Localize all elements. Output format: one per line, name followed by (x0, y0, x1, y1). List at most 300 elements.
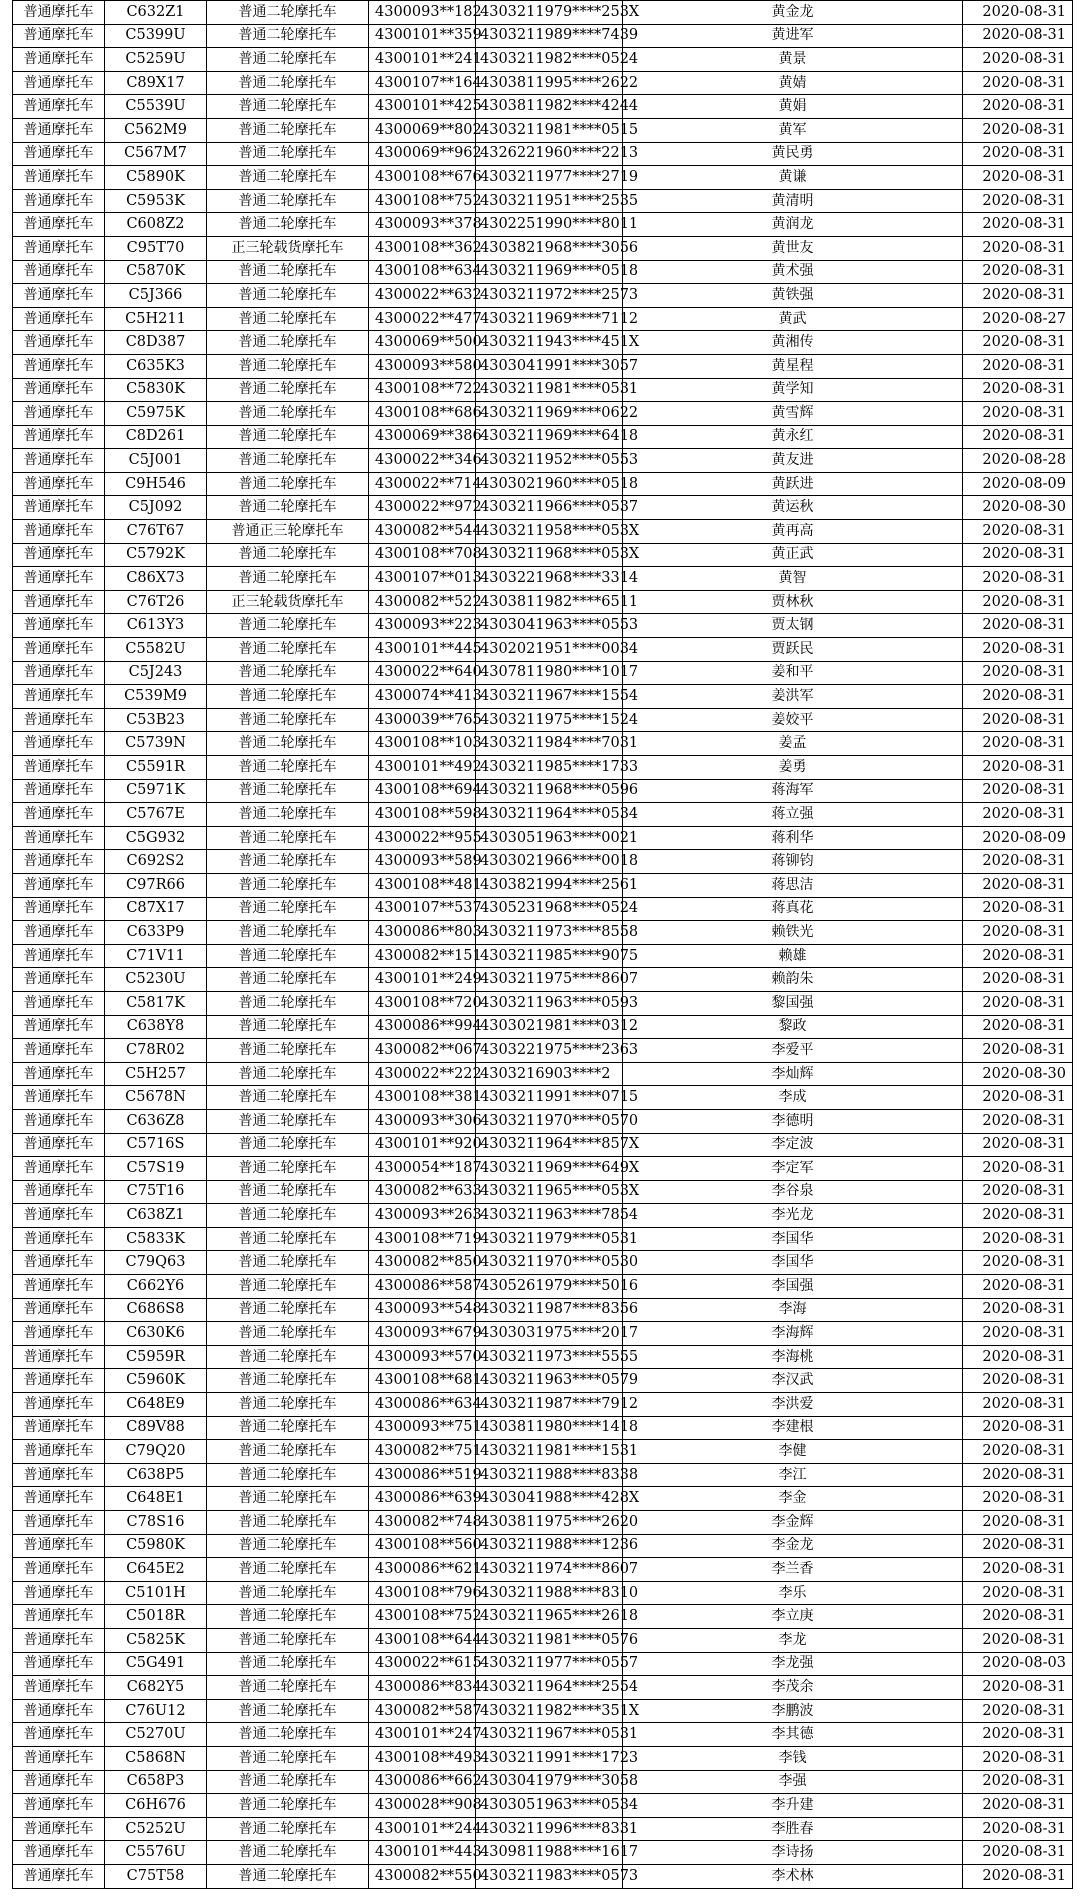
owner-name-cell: 赖韵朱 (623, 968, 963, 992)
owner-name-cell: 黄金龙 (623, 1, 963, 25)
plate-number-cell: C71V11 (105, 944, 207, 968)
date-cell: 2020-08-09 (963, 826, 1073, 850)
vehicle-category-cell: 普通摩托车 (13, 166, 105, 190)
date-cell: 2020-08-31 (963, 1723, 1073, 1747)
vehicle-type-cell: 普通二轮摩托车 (207, 1699, 369, 1723)
owner-name-cell: 黄永红 (623, 425, 963, 449)
vehicle-category-cell: 普通摩托车 (13, 472, 105, 496)
owner-name-cell: 黄友进 (623, 449, 963, 473)
vehicle-type-cell: 普通二轮摩托车 (207, 378, 369, 402)
table-row (13, 614, 1073, 638)
plate-number-cell: C5G491 (105, 1652, 207, 1676)
id-number-cell: 4303811982****6511 (476, 590, 623, 614)
plate-number-cell: C5576U (105, 1841, 207, 1865)
table-row (13, 1511, 1073, 1535)
owner-name-cell: 黄运秋 (623, 496, 963, 520)
license-number-cell: 4300074**413 (369, 685, 476, 709)
table-row (13, 1062, 1073, 1086)
date-cell: 2020-08-31 (963, 1393, 1073, 1417)
plate-number-cell: C8D261 (105, 425, 207, 449)
id-number-cell: 4309811988****1617 (476, 1841, 623, 1865)
owner-name-cell: 李谷泉 (623, 1180, 963, 1204)
date-cell: 2020-08-31 (963, 614, 1073, 638)
table-row (13, 95, 1073, 119)
owner-name-cell: 李国强 (623, 1275, 963, 1299)
table-row (13, 944, 1073, 968)
id-number-cell: 4303211989****7439 (476, 24, 623, 48)
id-number-cell: 4303211988****8338 (476, 1463, 623, 1487)
id-number-cell: 4303221968****3314 (476, 567, 623, 591)
owner-name-cell: 黄谦 (623, 166, 963, 190)
vehicle-type-cell: 普通二轮摩托车 (207, 614, 369, 638)
id-number-cell: 4303211969****6418 (476, 425, 623, 449)
id-number-cell: 4303211985****1733 (476, 756, 623, 780)
table-row (13, 24, 1073, 48)
plate-number-cell: C75T58 (105, 1864, 207, 1888)
id-number-cell: 4303216903****2 (476, 1062, 623, 1086)
plate-number-cell: C5817K (105, 991, 207, 1015)
id-number-cell: 4303211981****0531 (476, 378, 623, 402)
license-number-cell: 4300101**492 (369, 756, 476, 780)
plate-number-cell: C5H257 (105, 1062, 207, 1086)
date-cell: 2020-08-27 (963, 307, 1073, 331)
license-number-cell: 4300108**694 (369, 779, 476, 803)
plate-number-cell: C97R66 (105, 873, 207, 897)
id-number-cell: 4303211967****0531 (476, 1723, 623, 1747)
date-cell: 2020-08-31 (963, 1369, 1073, 1393)
license-number-cell: 4300069**962 (369, 142, 476, 166)
table-row (13, 1581, 1073, 1605)
table-row (13, 425, 1073, 449)
table-row (13, 1440, 1073, 1464)
owner-name-cell: 李立庚 (623, 1605, 963, 1629)
plate-number-cell: C5960K (105, 1369, 207, 1393)
id-number-cell: 4303211969****7112 (476, 307, 623, 331)
vehicle-category-cell: 普通摩托车 (13, 95, 105, 119)
vehicle-type-cell: 普通二轮摩托车 (207, 1204, 369, 1228)
vehicle-category-cell: 普通摩托车 (13, 1794, 105, 1818)
owner-name-cell: 李海辉 (623, 1322, 963, 1346)
vehicle-type-cell: 普通二轮摩托车 (207, 1841, 369, 1865)
vehicle-category-cell: 普通摩托车 (13, 1628, 105, 1652)
owner-name-cell: 蒋立强 (623, 803, 963, 827)
owner-name-cell: 李龙 (623, 1628, 963, 1652)
vehicle-type-cell: 普通二轮摩托车 (207, 567, 369, 591)
table-row (13, 378, 1073, 402)
table-row (13, 307, 1073, 331)
id-number-cell: 4303211970****0530 (476, 1251, 623, 1275)
date-cell: 2020-08-31 (963, 48, 1073, 72)
plate-number-cell: C76U12 (105, 1699, 207, 1723)
owner-name-cell: 李定波 (623, 1133, 963, 1157)
plate-number-cell: C638Z1 (105, 1204, 207, 1228)
table-row (13, 1794, 1073, 1818)
table-row (13, 756, 1073, 780)
plate-number-cell: C5018R (105, 1605, 207, 1629)
table-row (13, 236, 1073, 260)
table-row (13, 1015, 1073, 1039)
plate-number-cell: C5G932 (105, 826, 207, 850)
date-cell: 2020-08-31 (963, 1086, 1073, 1110)
license-number-cell: 4300108**598 (369, 803, 476, 827)
license-number-cell: 4300108**381 (369, 1086, 476, 1110)
vehicle-category-cell: 普通摩托车 (13, 779, 105, 803)
license-number-cell: 4300093**679 (369, 1322, 476, 1346)
id-number-cell: 4303811975****2620 (476, 1511, 623, 1535)
license-number-cell: 4300108**103 (369, 732, 476, 756)
owner-name-cell: 黎国强 (623, 991, 963, 1015)
license-number-cell: 4300086**834 (369, 1676, 476, 1700)
vehicle-category-cell: 普通摩托车 (13, 873, 105, 897)
id-number-cell: 4303821994****2561 (476, 873, 623, 897)
owner-name-cell: 黄民勇 (623, 142, 963, 166)
id-number-cell: 4303211996****8331 (476, 1817, 623, 1841)
plate-number-cell: C567M7 (105, 142, 207, 166)
table-row (13, 968, 1073, 992)
date-cell: 2020-08-31 (963, 756, 1073, 780)
license-number-cell: 4300101**247 (369, 1723, 476, 1747)
date-cell: 2020-08-31 (963, 991, 1073, 1015)
date-cell: 2020-08-31 (963, 520, 1073, 544)
vehicle-category-cell: 普通摩托车 (13, 991, 105, 1015)
table-row (13, 1723, 1073, 1747)
license-number-cell: 4300022**714 (369, 472, 476, 496)
vehicle-type-cell: 普通二轮摩托车 (207, 1558, 369, 1582)
owner-name-cell: 黄清明 (623, 189, 963, 213)
id-number-cell: 4303021966****0018 (476, 850, 623, 874)
vehicle-category-cell: 普通摩托车 (13, 260, 105, 284)
id-number-cell: 4303211964****0534 (476, 803, 623, 827)
license-number-cell: 4300093**548 (369, 1298, 476, 1322)
id-number-cell: 4303211965****053X (476, 1180, 623, 1204)
license-number-cell: 4300101**445 (369, 638, 476, 662)
vehicle-type-cell: 普通二轮摩托车 (207, 402, 369, 426)
plate-number-cell: C79Q63 (105, 1251, 207, 1275)
id-number-cell: 4303021960****0518 (476, 472, 623, 496)
vehicle-type-cell: 普通二轮摩托车 (207, 189, 369, 213)
id-number-cell: 4303811995****2622 (476, 71, 623, 95)
date-cell: 2020-08-30 (963, 1062, 1073, 1086)
vehicle-category-cell: 普通摩托车 (13, 142, 105, 166)
id-number-cell: 4303211975****1524 (476, 708, 623, 732)
date-cell: 2020-08-31 (963, 118, 1073, 142)
table-row (13, 1676, 1073, 1700)
owner-name-cell: 李江 (623, 1463, 963, 1487)
plate-number-cell: C5J092 (105, 496, 207, 520)
owner-name-cell: 李定军 (623, 1157, 963, 1181)
vehicle-category-cell: 普通摩托车 (13, 756, 105, 780)
vehicle-type-cell: 普通二轮摩托车 (207, 708, 369, 732)
license-number-cell: 4300108**634 (369, 260, 476, 284)
vehicle-category-cell: 普通摩托车 (13, 897, 105, 921)
id-number-cell: 4303211991****1723 (476, 1746, 623, 1770)
vehicle-type-cell: 普通二轮摩托车 (207, 1463, 369, 1487)
vehicle-type-cell: 普通二轮摩托车 (207, 1369, 369, 1393)
id-number-cell: 4303211966****0537 (476, 496, 623, 520)
date-cell: 2020-08-31 (963, 1487, 1073, 1511)
date-cell: 2020-08-31 (963, 1794, 1073, 1818)
vehicle-category-cell: 普通摩托车 (13, 1133, 105, 1157)
table-row (13, 1275, 1073, 1299)
license-number-cell: 4300086**639 (369, 1487, 476, 1511)
plate-number-cell: C78S16 (105, 1511, 207, 1535)
plate-number-cell: C636Z8 (105, 1109, 207, 1133)
vehicle-category-cell: 普通摩托车 (13, 1558, 105, 1582)
table-row (13, 1157, 1073, 1181)
table-row (13, 496, 1073, 520)
table-row (13, 708, 1073, 732)
date-cell: 2020-08-31 (963, 1605, 1073, 1629)
plate-number-cell: C5971K (105, 779, 207, 803)
id-number-cell: 4303811980****1418 (476, 1416, 623, 1440)
date-cell: 2020-08-31 (963, 897, 1073, 921)
license-number-cell: 4300086**634 (369, 1393, 476, 1417)
owner-name-cell: 李金龙 (623, 1534, 963, 1558)
license-number-cell: 4300082**748 (369, 1511, 476, 1535)
owner-name-cell: 李健 (623, 1440, 963, 1464)
vehicle-type-cell: 普通二轮摩托车 (207, 24, 369, 48)
vehicle-category-cell: 普通摩托车 (13, 402, 105, 426)
owner-name-cell: 李汉武 (623, 1369, 963, 1393)
date-cell: 2020-08-31 (963, 1628, 1073, 1652)
table-row (13, 685, 1073, 709)
owner-name-cell: 黄智 (623, 567, 963, 591)
id-number-cell: 4303211977****2719 (476, 166, 623, 190)
table-row (13, 260, 1073, 284)
vehicle-type-cell: 普通二轮摩托车 (207, 1086, 369, 1110)
date-cell: 2020-08-31 (963, 944, 1073, 968)
vehicle-category-cell: 普通摩托车 (13, 1581, 105, 1605)
date-cell: 2020-08-31 (963, 873, 1073, 897)
id-number-cell: 4303211975****8607 (476, 968, 623, 992)
date-cell: 2020-08-31 (963, 142, 1073, 166)
vehicle-type-cell: 普通二轮摩托车 (207, 1534, 369, 1558)
date-cell: 2020-08-31 (963, 166, 1073, 190)
license-number-cell: 4300093**263 (369, 1204, 476, 1228)
vehicle-category-cell: 普通摩托车 (13, 496, 105, 520)
table-row (13, 284, 1073, 308)
plate-number-cell: C686S8 (105, 1298, 207, 1322)
id-number-cell: 4303211988****1236 (476, 1534, 623, 1558)
vehicle-type-cell: 普通正三轮摩托车 (207, 520, 369, 544)
table-row (13, 354, 1073, 378)
plate-number-cell: C5870K (105, 260, 207, 284)
id-number-cell: 4303211979****253X (476, 1, 623, 25)
vehicle-category-cell: 普通摩托车 (13, 803, 105, 827)
id-number-cell: 4303211969****649X (476, 1157, 623, 1181)
vehicle-type-cell: 普通二轮摩托车 (207, 661, 369, 685)
vehicle-type-cell: 普通二轮摩托车 (207, 850, 369, 874)
vehicle-category-cell: 普通摩托车 (13, 1416, 105, 1440)
id-number-cell: 4303211974****8607 (476, 1558, 623, 1582)
owner-name-cell: 李强 (623, 1770, 963, 1794)
id-number-cell: 4303211968****053X (476, 543, 623, 567)
license-number-cell: 4300082**633 (369, 1180, 476, 1204)
vehicle-category-cell: 普通摩托车 (13, 1817, 105, 1841)
date-cell: 2020-08-30 (963, 496, 1073, 520)
date-cell: 2020-08-09 (963, 472, 1073, 496)
vehicle-type-cell: 普通二轮摩托车 (207, 1345, 369, 1369)
owner-name-cell: 蒋海军 (623, 779, 963, 803)
vehicle-category-cell: 普通摩托车 (13, 1204, 105, 1228)
vehicle-type-cell: 普通二轮摩托车 (207, 284, 369, 308)
license-number-cell: 4300093**223 (369, 614, 476, 638)
plate-number-cell: C76T67 (105, 520, 207, 544)
id-number-cell: 4303041991****3057 (476, 354, 623, 378)
date-cell: 2020-08-31 (963, 1, 1073, 25)
license-number-cell: 4300022**477 (369, 307, 476, 331)
table-row (13, 1369, 1073, 1393)
license-number-cell: 4300093**570 (369, 1345, 476, 1369)
license-number-cell: 4300108**686 (369, 402, 476, 426)
license-number-cell: 4300054**187 (369, 1157, 476, 1181)
owner-name-cell: 黄正武 (623, 543, 963, 567)
registration-table (12, 0, 1073, 1889)
table-row (13, 71, 1073, 95)
plate-number-cell: C658P3 (105, 1770, 207, 1794)
plate-number-cell: C87X17 (105, 897, 207, 921)
table-row (13, 1817, 1073, 1841)
license-number-cell: 4300022**632 (369, 284, 476, 308)
date-cell: 2020-08-31 (963, 1039, 1073, 1063)
license-number-cell: 4300022**346 (369, 449, 476, 473)
id-number-cell: 4303211981****0515 (476, 118, 623, 142)
vehicle-type-cell: 普通二轮摩托车 (207, 1416, 369, 1440)
table-row (13, 1487, 1073, 1511)
table-row (13, 1298, 1073, 1322)
owner-name-cell: 黄跃进 (623, 472, 963, 496)
owner-name-cell: 黄星程 (623, 354, 963, 378)
owner-name-cell: 黄学知 (623, 378, 963, 402)
date-cell: 2020-08-31 (963, 1204, 1073, 1228)
vehicle-type-cell: 普通二轮摩托车 (207, 873, 369, 897)
owner-name-cell: 黄景 (623, 48, 963, 72)
owner-name-cell: 李其德 (623, 1723, 963, 1747)
date-cell: 2020-08-31 (963, 1864, 1073, 1888)
date-cell: 2020-08-31 (963, 1180, 1073, 1204)
vehicle-type-cell: 普通二轮摩托车 (207, 472, 369, 496)
table-row (13, 189, 1073, 213)
plate-number-cell: C5591R (105, 756, 207, 780)
license-number-cell: 4300093**751 (369, 1416, 476, 1440)
table-row (13, 48, 1073, 72)
vehicle-category-cell: 普通摩托车 (13, 1699, 105, 1723)
owner-name-cell: 李成 (623, 1086, 963, 1110)
plate-number-cell: C5980K (105, 1534, 207, 1558)
owner-name-cell: 李升建 (623, 1794, 963, 1818)
id-number-cell: 4303211977****0557 (476, 1652, 623, 1676)
owner-name-cell: 贾跃民 (623, 638, 963, 662)
vehicle-category-cell: 普通摩托车 (13, 1770, 105, 1794)
owner-name-cell: 李爱平 (623, 1039, 963, 1063)
vehicle-category-cell: 普通摩托车 (13, 638, 105, 662)
id-number-cell: 4303051963****0021 (476, 826, 623, 850)
vehicle-category-cell: 普通摩托车 (13, 614, 105, 638)
vehicle-type-cell: 普通二轮摩托车 (207, 1487, 369, 1511)
owner-name-cell: 李鹏波 (623, 1699, 963, 1723)
id-number-cell: 4303021981****0312 (476, 1015, 623, 1039)
owner-name-cell: 李术林 (623, 1864, 963, 1888)
table-row (13, 1345, 1073, 1369)
plate-number-cell: C8D387 (105, 331, 207, 355)
date-cell: 2020-08-31 (963, 1581, 1073, 1605)
plate-number-cell: C682Y5 (105, 1676, 207, 1700)
date-cell: 2020-08-31 (963, 354, 1073, 378)
vehicle-category-cell: 普通摩托车 (13, 307, 105, 331)
plate-number-cell: C86X73 (105, 567, 207, 591)
owner-name-cell: 黄铁强 (623, 284, 963, 308)
table-row (13, 1133, 1073, 1157)
vehicle-type-cell: 普通二轮摩托车 (207, 1864, 369, 1888)
date-cell: 2020-08-31 (963, 708, 1073, 732)
date-cell: 2020-08-31 (963, 1699, 1073, 1723)
vehicle-type-cell: 普通二轮摩托车 (207, 991, 369, 1015)
date-cell: 2020-08-31 (963, 1534, 1073, 1558)
owner-name-cell: 李海桃 (623, 1345, 963, 1369)
table-row (13, 1605, 1073, 1629)
table-row (13, 732, 1073, 756)
owner-name-cell: 黄军 (623, 118, 963, 142)
vehicle-type-cell: 普通二轮摩托车 (207, 1794, 369, 1818)
plate-number-cell: C5582U (105, 638, 207, 662)
date-cell: 2020-08-28 (963, 449, 1073, 473)
plate-number-cell: C5678N (105, 1086, 207, 1110)
license-number-cell: 4300108**719 (369, 1227, 476, 1251)
vehicle-category-cell: 普通摩托车 (13, 449, 105, 473)
owner-name-cell: 李胜春 (623, 1817, 963, 1841)
vehicle-category-cell: 普通摩托车 (13, 378, 105, 402)
plate-number-cell: C5J243 (105, 661, 207, 685)
vehicle-category-cell: 普通摩托车 (13, 1345, 105, 1369)
vehicle-type-cell: 普通二轮摩托车 (207, 1746, 369, 1770)
date-cell: 2020-08-31 (963, 1251, 1073, 1275)
plate-number-cell: C5959R (105, 1345, 207, 1369)
owner-name-cell: 李龙强 (623, 1652, 963, 1676)
date-cell: 2020-08-31 (963, 1015, 1073, 1039)
license-number-cell: 4300108**752 (369, 1605, 476, 1629)
license-number-cell: 4300101**425 (369, 95, 476, 119)
vehicle-category-cell: 普通摩托车 (13, 1864, 105, 1888)
date-cell: 2020-08-31 (963, 24, 1073, 48)
vehicle-category-cell: 普通摩托车 (13, 189, 105, 213)
vehicle-type-cell: 普通二轮摩托车 (207, 1039, 369, 1063)
owner-name-cell: 李兰香 (623, 1558, 963, 1582)
owner-name-cell: 黄娟 (623, 95, 963, 119)
id-number-cell: 4307811980****1017 (476, 661, 623, 685)
table-body (13, 1, 1073, 1889)
date-cell: 2020-08-31 (963, 284, 1073, 308)
plate-number-cell: C5890K (105, 166, 207, 190)
vehicle-type-cell: 普通二轮摩托车 (207, 1157, 369, 1181)
license-number-cell: 4300108**481 (369, 873, 476, 897)
owner-name-cell: 李诗扬 (623, 1841, 963, 1865)
table-row (13, 1746, 1073, 1770)
table-row (13, 1393, 1073, 1417)
vehicle-category-cell: 普通摩托车 (13, 685, 105, 709)
plate-number-cell: C9H546 (105, 472, 207, 496)
plate-number-cell: C78R02 (105, 1039, 207, 1063)
owner-name-cell: 黄雪辉 (623, 402, 963, 426)
id-number-cell: 4303211985****9075 (476, 944, 623, 968)
table-row (13, 472, 1073, 496)
owner-name-cell: 黎政 (623, 1015, 963, 1039)
date-cell: 2020-08-31 (963, 732, 1073, 756)
vehicle-category-cell: 普通摩托车 (13, 1841, 105, 1865)
vehicle-type-cell: 普通二轮摩托车 (207, 1275, 369, 1299)
plate-number-cell: C89V88 (105, 1416, 207, 1440)
vehicle-category-cell: 普通摩托车 (13, 1062, 105, 1086)
vehicle-type-cell: 普通二轮摩托车 (207, 944, 369, 968)
